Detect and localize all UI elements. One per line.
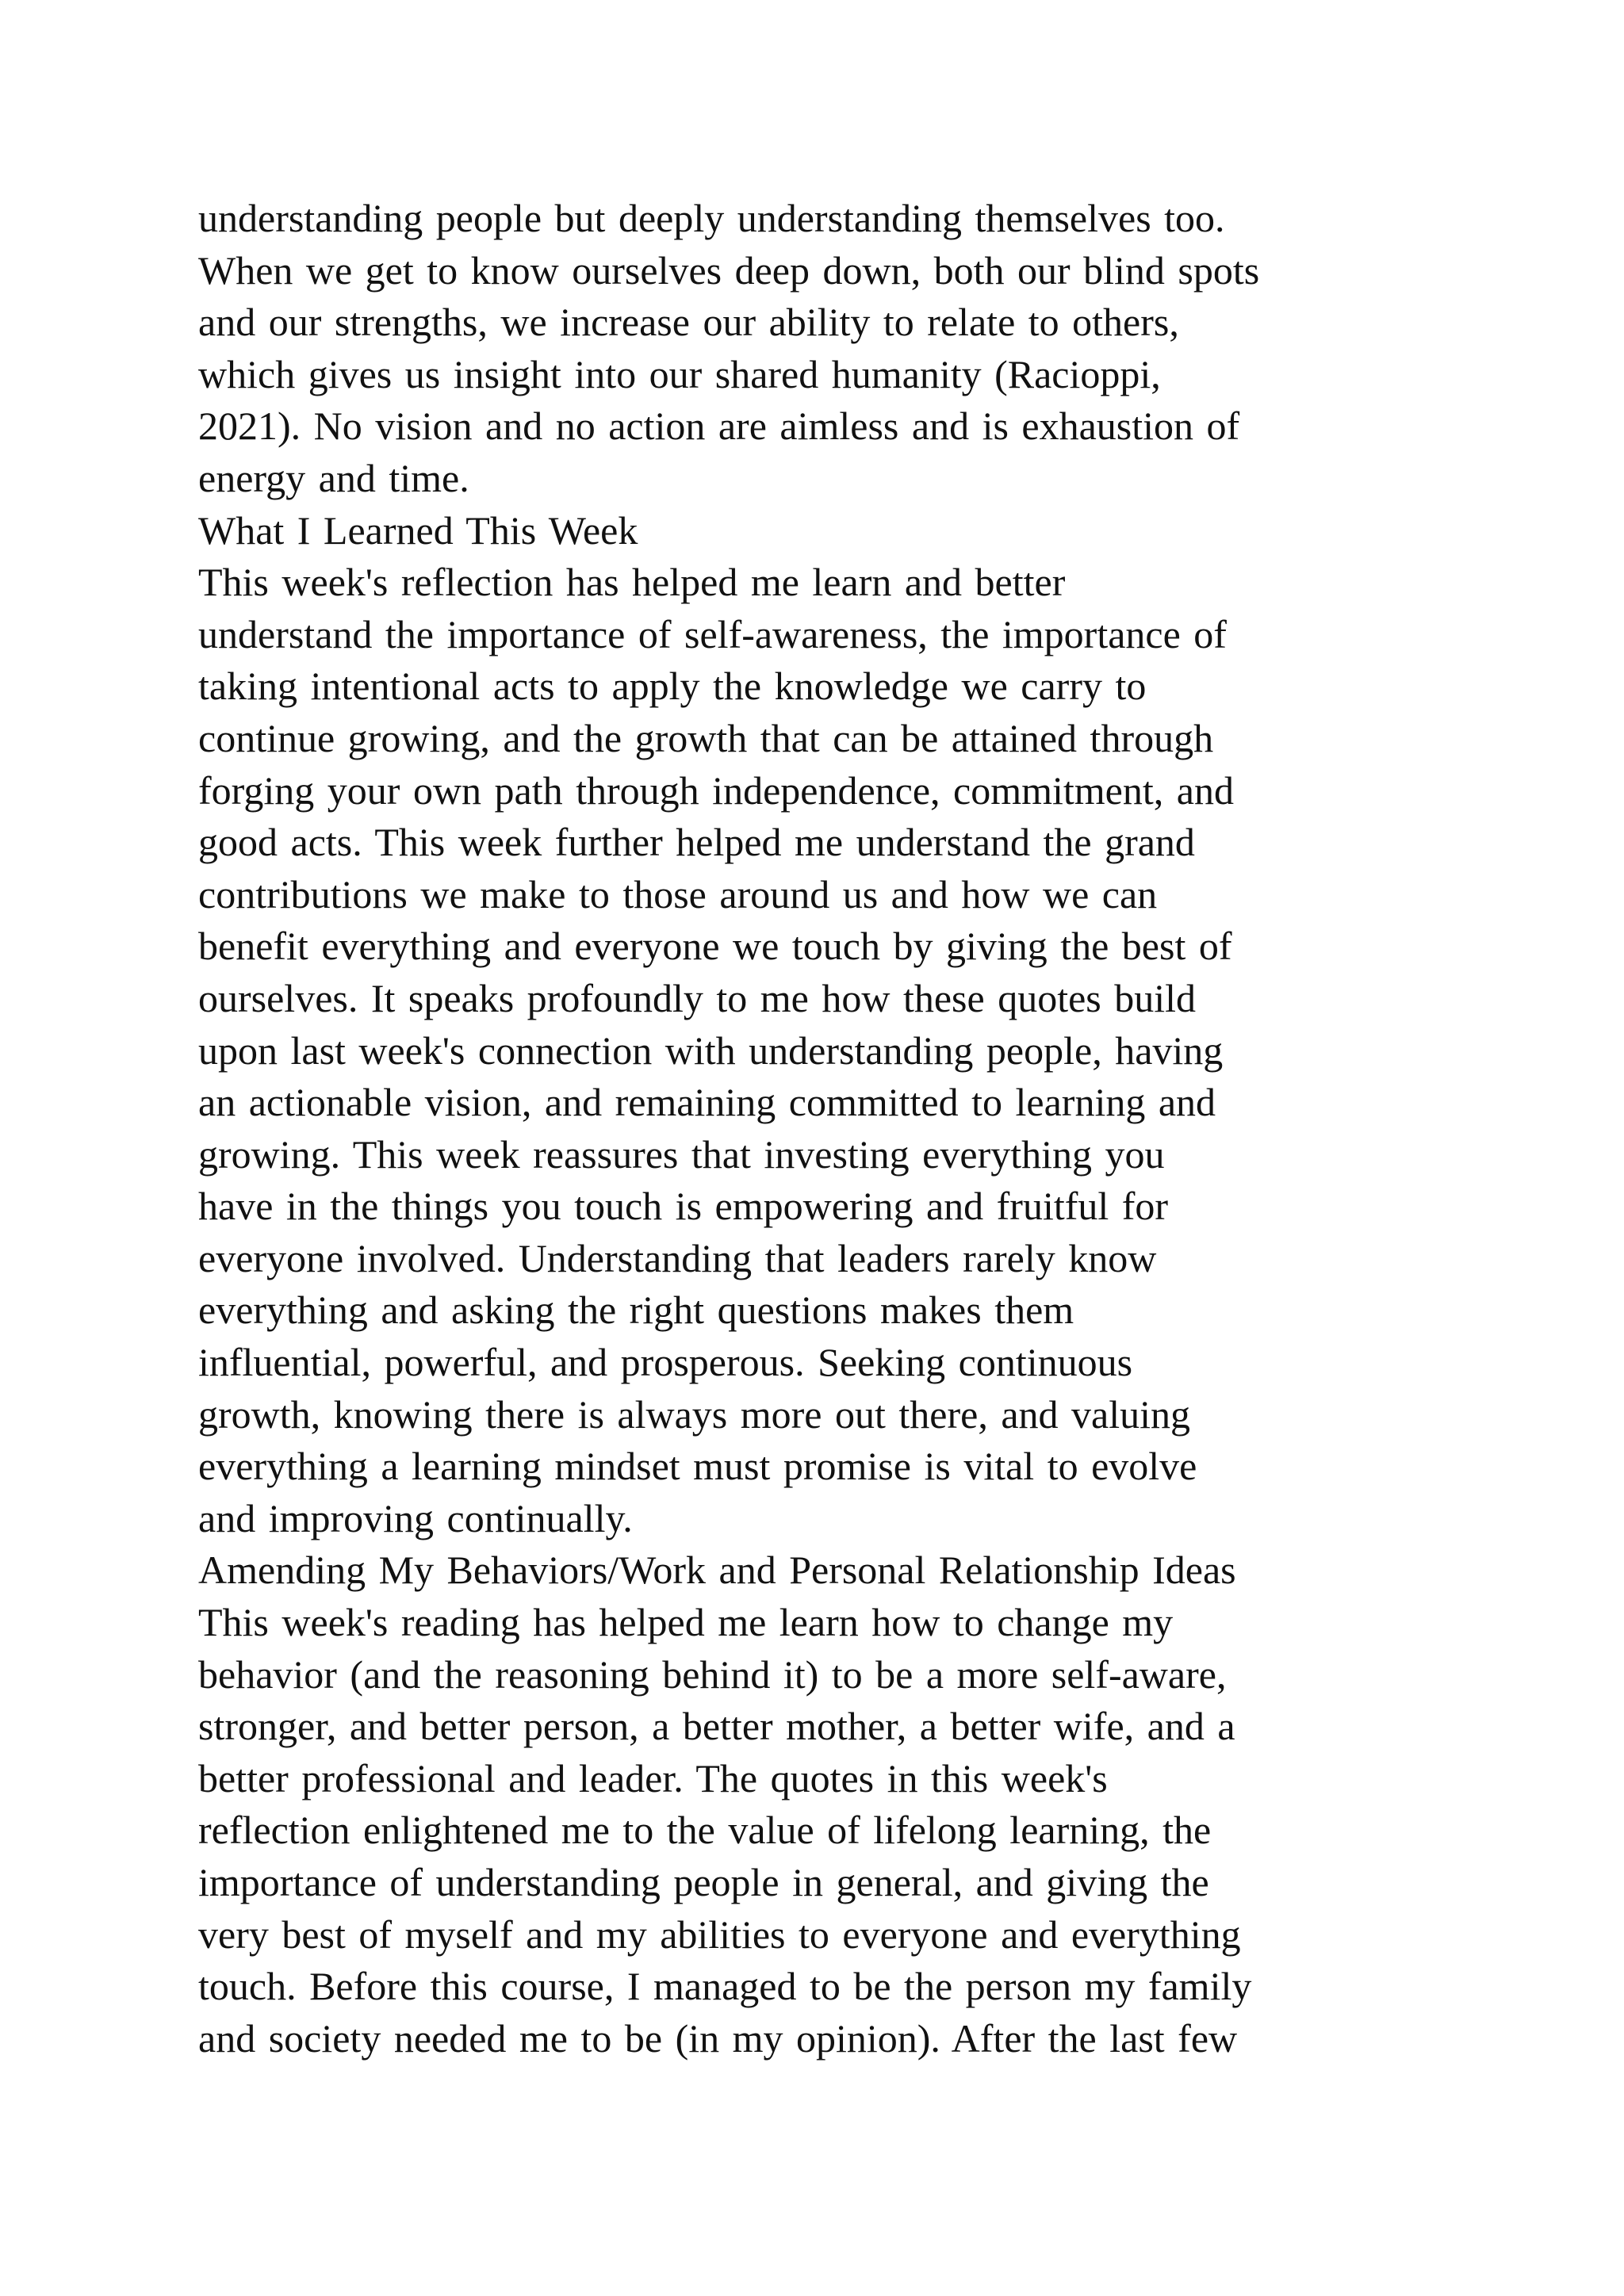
text-line: ourselves. It speaks profoundly to me how these quotes build — [198, 975, 1197, 1020]
text-line: understanding people but deeply understanding themselves too. — [198, 196, 1225, 240]
text-line: 2021). No vision and no action are aimless and is exhaustion of — [198, 404, 1240, 449]
text-line: contributions we make to those around us and how we can — [198, 871, 1158, 916]
text-line: good acts. This week further helped me understand the grand — [198, 820, 1195, 865]
body-text — [198, 193, 1435, 2064]
text-line: better professional and leader. The quotes in this week's — [198, 1755, 1108, 1800]
text-line: When we get to know ourselves deep down, both our blind spots — [198, 247, 1260, 293]
text-line: taking intentional acts to apply the knowledge we carry to — [198, 664, 1147, 709]
text-line: This week's reading has helped me learn how to change my — [198, 1600, 1174, 1645]
text-line: upon last week's connection with understanding people, having — [198, 1027, 1224, 1073]
text-line: energy and time. — [198, 455, 469, 500]
text-line: everything and asking the right questions makes them — [198, 1288, 1074, 1333]
text-line: everything a learning mindset must promise is vital to evolve — [198, 1444, 1197, 1489]
text-line: growth, knowing there is always more out there, and valuing — [198, 1391, 1190, 1437]
text-line: benefit everything and everyone we touch by giving the best of — [198, 924, 1232, 969]
text-line: and our strengths, we increase our ability to relate to others, — [198, 300, 1179, 345]
text-line: everyone involved. Understanding that leaders rarely know — [198, 1235, 1157, 1280]
section-heading: What I Learned This Week — [198, 507, 638, 553]
text-line: which gives us insight into our shared humanity (Racioppi, — [198, 351, 1161, 396]
text-line: and society needed me to be (in my opinion). After the last few — [198, 2015, 1238, 2061]
text-line: influential, powerful, and prosperous. Seeking continuous — [198, 1340, 1133, 1385]
text-line: This week's reflection has helped me learn and better — [198, 560, 1066, 605]
text-line: behavior (and the reasoning behind it) to be a more self-aware, — [198, 1651, 1227, 1697]
text-line: importance of understanding people in general, and giving the — [198, 1860, 1209, 1904]
section-heading: Amending My Behaviors/Work and Personal Relationship Ideas — [198, 1548, 1236, 1593]
text-line: growing. This week reassures that investing everything you — [198, 1131, 1165, 1177]
text-line: reflection enlightened me to the value of lifelong learning, the — [198, 1808, 1212, 1853]
text-line: understand the importance of self-awareness, the importance of — [198, 611, 1227, 656]
text-line: forging your own path through independence, commitment, and — [198, 767, 1234, 813]
text-line: touch. Before this course, I managed to be the person my family — [198, 1964, 1252, 2009]
text-line: stronger, and better person, a better mother, a better wife, and a — [198, 1704, 1235, 1749]
text-line: and improving continually. — [198, 1495, 633, 1540]
text-line: continue growing, and the growth that can be attained through — [198, 715, 1214, 760]
text-line: an actionable vision, and remaining committed to learning and — [198, 1080, 1216, 1125]
text-line: have in the things you touch is empowering and fruitful for — [198, 1184, 1169, 1229]
text-line: very best of myself and my abilities to everyone and everything — [198, 1911, 1241, 1957]
